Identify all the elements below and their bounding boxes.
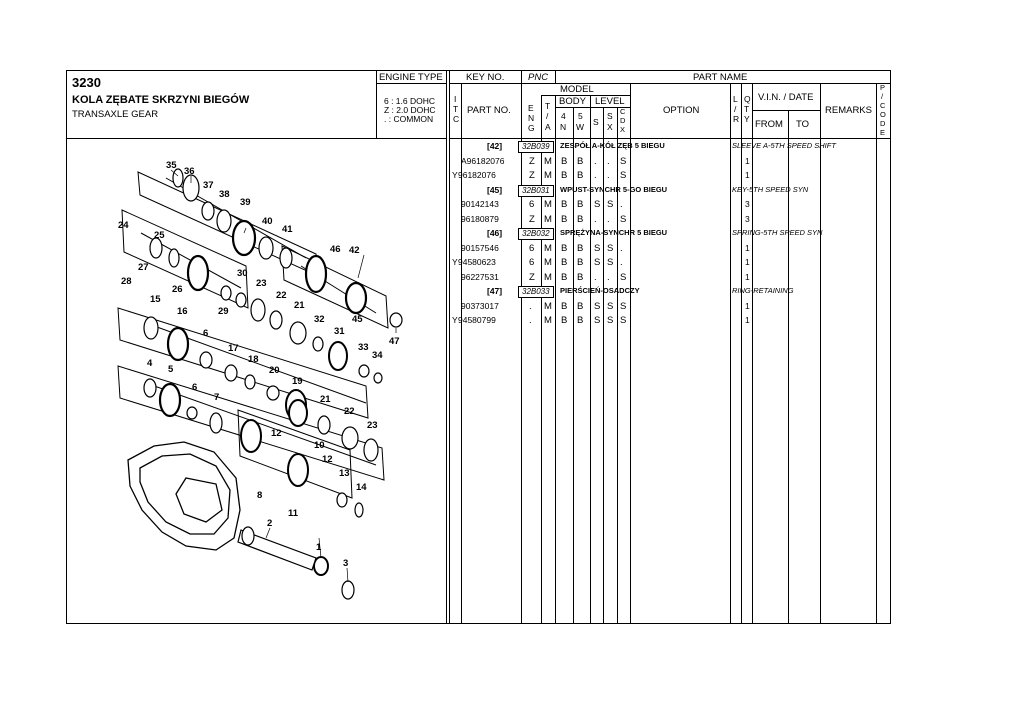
level-cdx: . — [620, 242, 623, 254]
pcode-e: E — [880, 128, 886, 137]
level-sx: S — [607, 315, 614, 326]
key-number: [47] — [487, 286, 503, 296]
level-s: . — [594, 213, 597, 225]
level-cdx: S — [620, 170, 627, 181]
part-name-polish: SPRĘŻYNA-SYNCHR 5 BIEGU — [560, 228, 668, 237]
body-4n: B — [561, 199, 568, 210]
body-n: N — [560, 122, 567, 132]
transaxle-code: M — [544, 170, 552, 181]
body-5w: B — [577, 155, 584, 167]
key-number: [46] — [487, 228, 503, 238]
callout-31: 31 — [334, 326, 345, 337]
pnc-code: 32B032 — [518, 228, 554, 240]
level-sx: . — [607, 213, 610, 225]
body-4n: B — [561, 213, 568, 225]
callout-39: 39 — [240, 197, 251, 208]
part-number: 94580623 — [458, 257, 496, 267]
transaxle-code: M — [544, 257, 552, 268]
level-s: S — [594, 315, 601, 326]
body-5w: B — [577, 242, 584, 254]
part-number: 96180879 — [461, 213, 499, 224]
engine-code: Z — [529, 155, 535, 167]
quantity: 1 — [745, 155, 750, 166]
callout-4: 4 — [147, 358, 153, 369]
callout-20: 20 — [269, 365, 280, 376]
level-cdx-d: D — [620, 116, 626, 125]
level-sx: S — [607, 242, 614, 254]
lr-slash: / — [734, 104, 737, 114]
title-english: TRANSAXLE GEAR — [72, 109, 159, 120]
option-label: OPTION — [663, 105, 700, 116]
callout-7: 7 — [214, 392, 220, 403]
eng-g: G — [528, 123, 535, 133]
ta-a: A — [545, 122, 551, 132]
level-cdx: S — [620, 300, 627, 312]
callout-40: 40 — [262, 216, 273, 227]
callout-27: 27 — [138, 262, 149, 273]
engine-code-1: 6 : 1.6 DOHC — [384, 96, 436, 106]
body-w: W — [576, 122, 585, 132]
body-5w: B — [577, 315, 584, 326]
ta-t: T — [545, 101, 551, 111]
callout-1: 1 — [316, 542, 322, 553]
body-5w: B — [577, 257, 584, 268]
part-name-polish: WPUST-SYNCHR 5-GO BIEGU — [560, 184, 668, 194]
callout-26: 26 — [172, 284, 183, 295]
callout-28: 28 — [121, 276, 132, 287]
engine-code-3: . : COMMON — [384, 114, 434, 124]
callout-8: 8 — [257, 490, 263, 501]
pcode-c: C — [880, 101, 886, 110]
body-4n: B — [561, 170, 568, 181]
level-sx: . — [607, 170, 610, 181]
callout-23b: 23 — [367, 420, 378, 431]
itc-c: C — [453, 114, 460, 124]
level-s: S — [594, 242, 601, 254]
callout-5: 5 — [168, 364, 174, 375]
body-5w: B — [577, 170, 584, 181]
body-5w: B — [577, 213, 584, 225]
part-name-label: PART NAME — [693, 72, 748, 83]
transaxle-code: M — [544, 213, 552, 225]
key-number: [42] — [487, 141, 503, 151]
callout-6b: 6 — [192, 382, 198, 393]
part-no-label: PART NO. — [467, 105, 511, 116]
level-s: S — [594, 257, 601, 268]
callout-41: 41 — [282, 224, 293, 235]
body-4n: B — [561, 242, 568, 254]
callout-22b: 22 — [344, 406, 355, 417]
callout-2: 2 — [267, 518, 273, 529]
level-sx: S — [607, 257, 614, 268]
body-4n: B — [561, 271, 568, 283]
callout-23: 23 — [256, 278, 267, 289]
engine-code: Z — [529, 213, 535, 225]
level-s: . — [594, 271, 597, 283]
qty-t: T — [744, 104, 750, 114]
key-no-label: KEY NO. — [466, 72, 505, 83]
level-label: LEVEL — [595, 96, 625, 107]
level-sx-s: S — [607, 111, 613, 121]
engine-code: 6 — [529, 257, 535, 268]
callout-32: 32 — [314, 314, 325, 325]
callout-11: 11 — [288, 508, 299, 519]
engine-code-2: Z : 2.0 DOHC — [384, 105, 436, 115]
quantity: 1 — [745, 315, 750, 325]
transaxle-code: M — [544, 242, 552, 254]
part-name-english: SLEEVE A-5TH SPEED SHIFT — [732, 141, 836, 150]
callout-24: 24 — [118, 220, 129, 231]
body-label: BODY — [559, 96, 586, 107]
quantity: 3 — [745, 199, 750, 209]
callout-38: 38 — [219, 189, 230, 200]
transaxle-code: M — [544, 315, 552, 326]
engine-code: 6 — [529, 242, 535, 254]
eng-e: E — [528, 103, 534, 113]
body-4: 4 — [561, 111, 566, 121]
quantity: 1 — [745, 257, 750, 267]
model-label: MODEL — [560, 84, 594, 95]
title-polish: KOLA ZĘBATE SKRZYNI BIEGÓW — [72, 94, 250, 106]
body-4n: B — [561, 257, 568, 268]
level-s: . — [594, 155, 597, 167]
callout-12b: 12 — [322, 454, 333, 465]
pcode-o: O — [880, 110, 886, 119]
callout-46: 46 — [330, 244, 341, 255]
pcode-d: D — [880, 119, 886, 128]
quantity: 1 — [745, 170, 750, 180]
quantity: 1 — [745, 242, 750, 253]
engine-type-label: ENGINE TYPE — [379, 72, 443, 83]
remarks-label: REMARKS — [825, 105, 872, 116]
itc-flag: Y — [452, 170, 458, 180]
level-sx-x: X — [607, 122, 613, 132]
callout-18: 18 — [248, 354, 259, 365]
pnc-label: PNC — [528, 72, 549, 83]
exploded-gear-diagram — [66, 138, 446, 624]
vin-date-label: V.I.N. / DATE — [758, 92, 814, 103]
callout-16: 16 — [177, 306, 188, 317]
callout-19: 19 — [292, 376, 303, 387]
callout-10: 10 — [314, 440, 325, 451]
key-number: [45] — [487, 184, 503, 195]
level-s: . — [594, 170, 597, 181]
ta-slash: / — [546, 111, 549, 121]
part-name-polish: ZESPÓŁ A-KÓŁ ZĘB 5 BIEGU — [560, 141, 665, 150]
callout-34: 34 — [372, 350, 383, 361]
body-4n: B — [561, 315, 568, 326]
part-number: 90142143 — [461, 199, 499, 209]
engine-code: 6 — [529, 199, 535, 210]
part-name-english: RING-RETAINING — [732, 286, 794, 295]
callout-47: 47 — [389, 336, 400, 347]
callout-22: 22 — [276, 290, 287, 301]
part-number: 96227531 — [461, 271, 499, 282]
pnc-code: 32B031 — [518, 185, 554, 197]
callout-21b: 21 — [320, 394, 331, 405]
callout-29: 29 — [218, 306, 229, 317]
engine-code: Z — [529, 271, 535, 283]
qty-y: Y — [744, 114, 750, 124]
callout-21: 21 — [294, 300, 305, 311]
level-sx: . — [607, 271, 610, 283]
body-5w: B — [577, 300, 584, 312]
part-name-english: KEY-5TH SPEED SYN — [732, 184, 809, 194]
callout-6a: 6 — [203, 328, 209, 339]
callout-12a: 12 — [271, 428, 282, 439]
pcode-slash: / — [881, 92, 884, 101]
level-sx: S — [607, 199, 614, 210]
lr-r: R — [733, 114, 740, 124]
part-number: 90373017 — [461, 300, 499, 311]
body-5w: B — [577, 271, 584, 283]
pnc-code: 32B039 — [518, 141, 554, 153]
level-s: S — [594, 199, 601, 210]
level-s: S — [593, 117, 599, 127]
callout-15: 15 — [150, 294, 161, 305]
from-label: FROM — [755, 119, 783, 130]
body-4n: B — [561, 155, 568, 167]
level-cdx-c: C — [620, 107, 626, 116]
part-name-polish: PIERŚCIEŃ-OSADCZY — [560, 286, 640, 295]
part-name-english: SPRING-5TH SPEED SYN — [732, 228, 823, 237]
pcode-p: P — [880, 83, 886, 92]
itc-flag: Y — [452, 257, 458, 267]
quantity: 1 — [745, 271, 750, 282]
level-cdx-x: X — [620, 125, 626, 134]
callout-13: 13 — [339, 468, 350, 479]
callout-33: 33 — [358, 342, 369, 353]
transaxle-code: M — [544, 300, 552, 312]
group-number: 3230 — [72, 75, 101, 90]
itc-flag: Y — [452, 315, 458, 325]
level-sx: . — [607, 155, 610, 167]
part-number: 90157546 — [461, 242, 499, 253]
transaxle-code: M — [544, 199, 552, 210]
level-cdx: . — [620, 257, 623, 268]
level-s: S — [594, 300, 601, 312]
itc-t: T — [453, 104, 459, 114]
qty-q: Q — [744, 94, 751, 104]
body-5w: B — [577, 199, 584, 210]
engine-code: Z — [529, 170, 535, 181]
quantity: 3 — [745, 213, 750, 224]
callout-45: 45 — [352, 314, 363, 325]
callout-35: 35 — [166, 160, 177, 171]
itc-i: I — [454, 94, 457, 104]
engine-code: . — [529, 315, 532, 326]
part-number: A96182076 — [461, 155, 505, 166]
part-number: 96182076 — [458, 170, 496, 180]
lr-l: L — [733, 94, 738, 104]
callout-37: 37 — [203, 180, 214, 191]
body-5: 5 — [578, 111, 583, 121]
callout-3: 3 — [343, 558, 349, 569]
body-4n: B — [561, 300, 568, 312]
part-number: 94580799 — [458, 315, 496, 325]
level-cdx: S — [620, 213, 627, 225]
level-cdx: S — [620, 271, 627, 283]
level-cdx: S — [620, 315, 627, 326]
transaxle-code: M — [544, 155, 552, 167]
callout-17: 17 — [228, 343, 239, 354]
eng-n: N — [528, 113, 535, 123]
level-cdx: . — [620, 199, 623, 210]
to-label: TO — [796, 119, 810, 130]
callout-36: 36 — [184, 166, 195, 177]
callout-42: 42 — [349, 245, 360, 256]
quantity: 1 — [745, 300, 750, 311]
callout-25: 25 — [154, 230, 165, 241]
callout-30: 30 — [237, 268, 248, 279]
transaxle-code: M — [544, 271, 552, 283]
pnc-code: 32B033 — [518, 286, 554, 298]
level-cdx: S — [620, 155, 627, 167]
engine-code: . — [529, 300, 532, 312]
level-sx: S — [607, 300, 614, 312]
callout-14: 14 — [356, 482, 367, 493]
